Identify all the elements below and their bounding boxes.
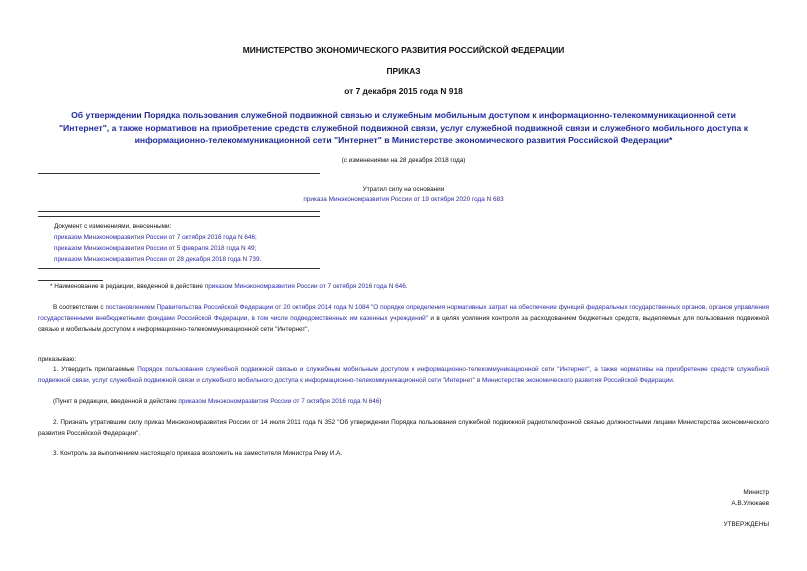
preamble-text: и в целях усиления контроля за расходованием бюджетных средств, выделяемых для пользования подвижной связью и мобильным доступом к информационно-телекоммуникационной сети "Интернет", xyxy=(38,315,769,333)
ministry-header: МИНИСТЕРСТВО ЭКОНОМИЧЕСКОГО РАЗВИТИЯ РОССИЙСКОЙ ФЕДЕРАЦИИ xyxy=(242,45,565,55)
item-3-paragraph xyxy=(38,448,769,459)
item-1-note-link[interactable]: приказом Минэкономразвития России от 7 октября 2016 года N 646 xyxy=(178,398,380,405)
signature-name: А.В.Улюкаев xyxy=(731,500,769,507)
doc-title-line: Об утверждении Порядка пользования служебной подвижной связью и служебным мобильным доступом к информационно-телекоммуникационной сети xyxy=(71,110,736,120)
doc-date-number: от 7 декабря 2015 года N 918 xyxy=(344,86,463,96)
item-1-text: . xyxy=(672,377,675,384)
doc-title-line: информационно-телекоммуникационной сети "Интернет" в Министерстве экономического развития Российской Федерации* xyxy=(134,135,673,145)
item-1-note-text: ) xyxy=(379,398,382,405)
approved-label: УТВЕРЖДЕНЫ xyxy=(723,521,769,528)
changes-link[interactable]: приказом Минэкономразвития России от 5 февраля 2018 года N 49; xyxy=(54,245,257,252)
item-1-text: 1. Утвердить прилагаемые xyxy=(53,366,138,373)
divider xyxy=(38,268,320,269)
void-label: Утратил силу на основании xyxy=(362,186,445,193)
item-2-text: 2. Признать утратившим силу приказ Минэкономразвития России от 14 июля 2011 года N 352 "Об утверждении Порядка пользования служебной подвижной радиотелефонной связью должностными лицами Министерства экономического развития Российской Федерации". xyxy=(38,419,769,437)
item-1-note xyxy=(53,396,382,407)
divider xyxy=(38,211,320,212)
void-link[interactable]: приказа Минэкономразвития России от 19 октября 2020 года N 683 xyxy=(303,196,504,203)
signature-position: Министр xyxy=(743,489,769,496)
item-1-note-text: (Пункт в редакции, введенной в действие xyxy=(53,398,179,405)
preamble-paragraph xyxy=(38,302,769,335)
item-1-paragraph xyxy=(38,364,769,386)
footnote xyxy=(50,281,408,292)
divider xyxy=(38,173,320,174)
changes-label: Документ с изменениями, внесенными: xyxy=(54,223,172,230)
order-word: приказываю: xyxy=(38,356,76,363)
changes-link[interactable]: приказом Минэкономразвития России от 28 декабря 2018 года N 739. xyxy=(54,256,262,263)
footnote-text: . xyxy=(405,283,408,290)
preamble-text: В соответствии с xyxy=(53,304,106,311)
item-3-text: 3. Контроль за выполнением настоящего приказа возложить на заместителя Министра Реву И.А. xyxy=(53,450,343,457)
amended-note: (с изменениями на 28 декабря 2018 года) xyxy=(341,157,466,164)
item-2-paragraph xyxy=(38,417,769,439)
doc-type: ПРИКАЗ xyxy=(386,66,421,76)
doc-title-line: "Интернет", а также нормативов на приобретение средств служебной подвижной связи, услуг служебной подвижной связи и служебного мобильного доступа к xyxy=(58,122,749,133)
changes-link[interactable]: приказом Минэкономразвития России от 7 октября 2016 года N 646; xyxy=(54,234,257,241)
footnote-link[interactable]: приказом Минэкономразвития России от 7 октября 2016 года N 646 xyxy=(204,283,406,290)
doc-title xyxy=(0,109,807,147)
divider xyxy=(38,216,320,217)
item-1-link[interactable]: Порядок пользования служебной подвижной связью и служебным мобильным доступом к информационно-телекоммуникационной сети "Интернет", а также нормативы на приобретение средств служебной подвижной связи, услуг служебной подвижной связи и служебного мобильного доступа к информационно-телекоммуникационной сети "Интернет" в Министерстве экономического развития Российской Федерации xyxy=(38,366,769,384)
footnote-text: * Наименование в редакции, введенной в действие xyxy=(50,283,205,290)
preamble-link[interactable]: постановлением Правительства Российской Федерации от 20 октября 2014 года N 1084 "О порядке определения нормативных затрат на обеспечение функций федеральных государственных органов, органов управления государственными внебюджетными фондами Российской Федерации, в том числе подведомственных им казенных учреждений" xyxy=(38,304,769,322)
